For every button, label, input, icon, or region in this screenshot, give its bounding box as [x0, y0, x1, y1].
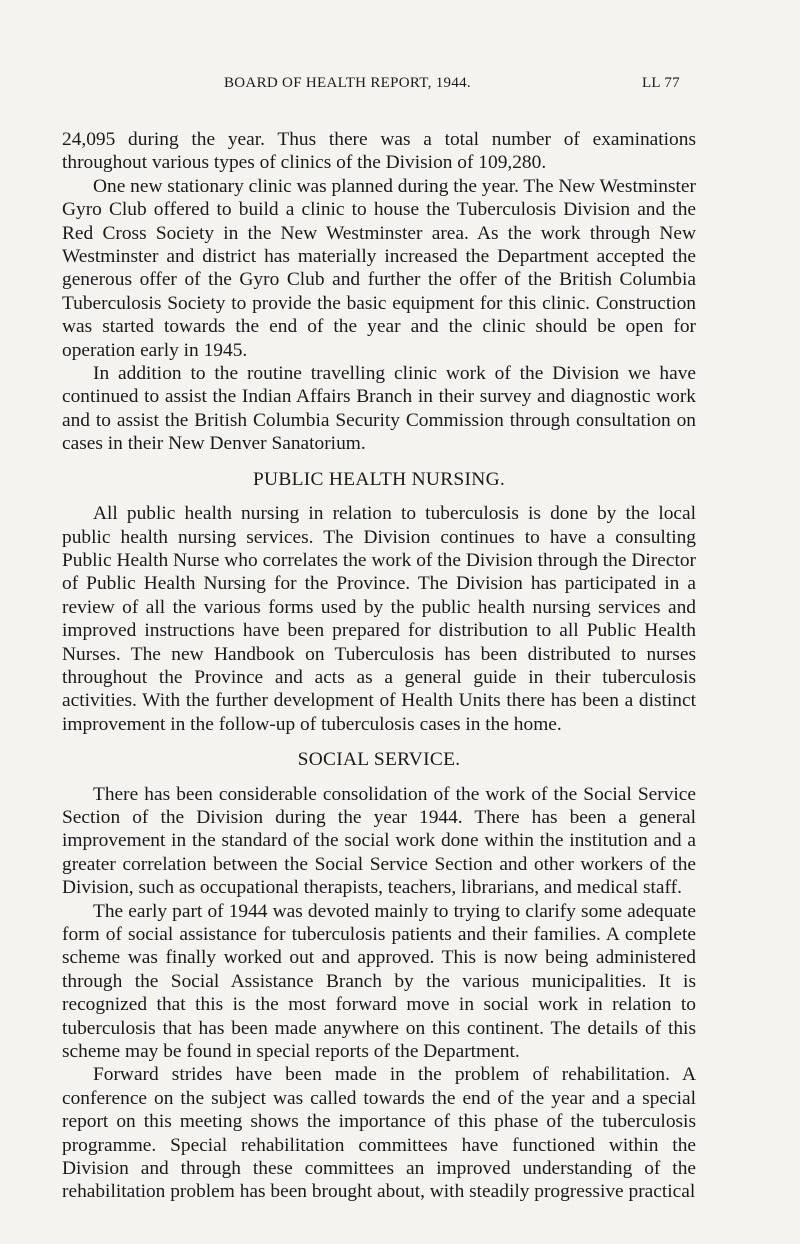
paragraph: Forward strides have been made in the problem of rehabilitation. A conference on the subject was called towards the end of the year and a special report on this meeting shows the importance of this phase of the tuberculosis programme. Special rehabilitation committees have functioned within the Division and through these committees an improved understanding of the rehabilitation problem has been brought about, with steadily progressive practical [62, 1064, 696, 1203]
document-body [62, 128, 696, 1204]
paragraph: There has been considerable consolidation of the work of the Social Service Section of the Division during the year 1944. There has been a general improvement in the standard of the social work done within the institution and a greater correlation between the Social Service Section and other workers of the Division, such as occupational therapists, teachers, librarians, and medical staff. [62, 783, 696, 899]
paragraph: 24,095 during the year. Thus there was a total number of examinations throughout various types of clinics of the Division of 109,280. [62, 129, 696, 174]
paragraph: The early part of 1944 was devoted mainly to trying to clarify some adequate form of social assistance for tuberculosis patients and their families. A complete scheme was finally worked out and approved. This is now being administered through the Social Assistance Branch by the various municipalities. It is recognized that this is the most forward move in social work in relation to tuberculosis that has been made anywhere on this continent. The details of this scheme may be found in special reports of the Department. [62, 900, 696, 1063]
paragraph: One new stationary clinic was planned during the year. The New Westminster Gyro Club offered to build a clinic to house the Tuberculosis Division and the Red Cross Society in the New Westminster area. As the work through New Westminster and district has materially increased the Department accepted the generous offer of the Gyro Club and further the offer of the British Columbia Tuberculosis Society to provide the basic equipment for this clinic. Construction was started towards the end of the year and the clinic should be open for operation early in 1945. [62, 175, 696, 361]
paragraph: In addition to the routine travelling clinic work of the Division we have continued to assist the Indian Affairs Branch in their survey and diagnostic work and to assist the British Columbia Security Commission through consultation on cases in their New Denver Sanatorium. [62, 363, 696, 455]
page-number: LL 77 [641, 75, 680, 91]
header-title: BOARD OF HEALTH REPORT, 1944. [224, 75, 471, 91]
section-heading-public-health-nursing: PUBLIC HEALTH NURSING. [252, 468, 506, 490]
paragraph: All public health nursing in relation to tuberculosis is done by the local public health nursing services. The Division continues to have a consulting Public Health Nurse who correlates the work of the Division through the Director of Public Health Nursing for the Province. The Division has participated in a review of all the various forms used by the public health nursing services and improved instructions have been prepared for distribution to all Public Health Nurses. The new Handbook on Tuberculosis has been distributed to nurses throughout the Province and acts as a general guide in their tuberculosis activities. With the further development of Health Units there has been a distinct improvement in the follow-up of tuberculosis cases in the home. [62, 503, 696, 735]
section-heading-social-service: SOCIAL SERVICE. [297, 749, 461, 771]
